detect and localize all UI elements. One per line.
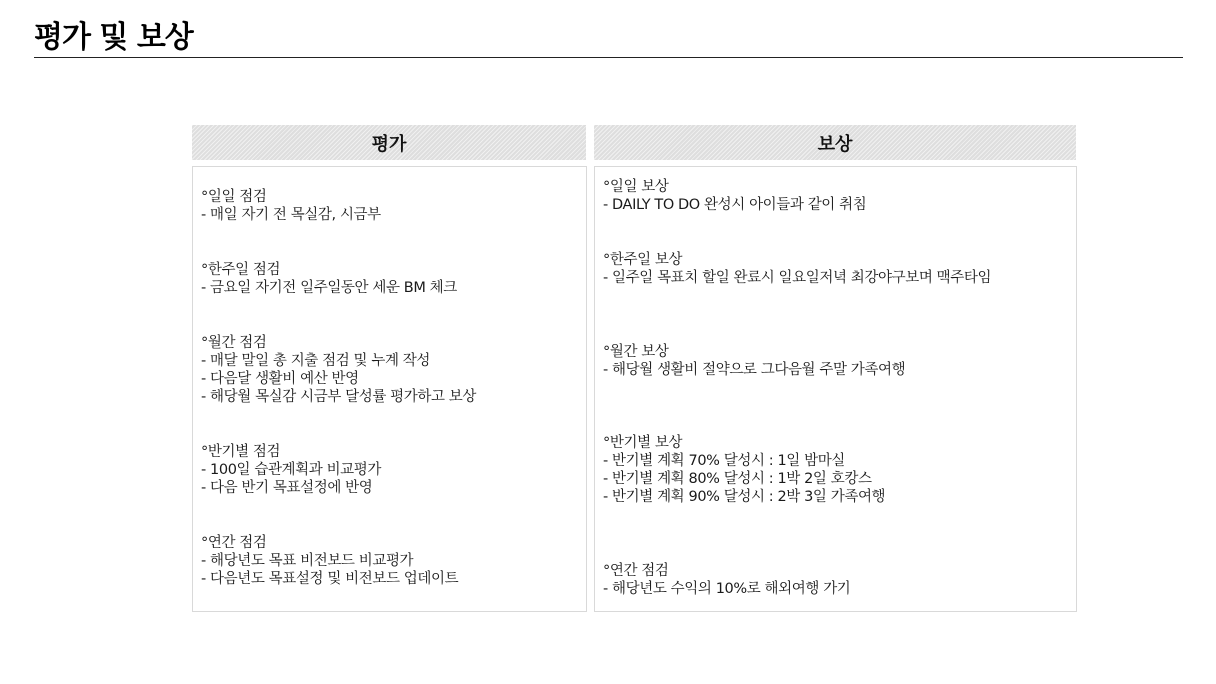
section-item: - 다음년도 목표설정 및 비전보드 업데이트 [201, 571, 459, 587]
reward-annual-section [603, 562, 1072, 598]
section-item: - 다음달 생활비 예산 반영 [201, 371, 359, 387]
section-item: - 반기별 계획 70% 달성시 : 1일 밤마실 [603, 453, 845, 469]
evaluation-halfyear-section [201, 443, 582, 497]
section-title: °월간 보상 [603, 344, 669, 360]
evaluation-monthly-section [201, 334, 582, 406]
section-title: °일일 점검 [201, 189, 267, 205]
section-title: °연간 점검 [201, 535, 267, 551]
section-item: - 해당월 생활비 절약으로 그다음월 주말 가족여행 [603, 362, 906, 378]
section-item: - 해당월 목실감 시금부 달성률 평가하고 보상 [201, 389, 477, 405]
section-title: °월간 점검 [201, 335, 267, 351]
section-item: - 매달 말일 총 지출 점검 및 누계 작성 [201, 353, 431, 369]
reward-daily-section [603, 178, 1072, 214]
section-item: - 일주일 목표치 할일 완료시 일요일저녁 최강야구보며 맥주타임 [603, 270, 992, 286]
section-item: - 해당년도 목표 비전보드 비교평가 [201, 553, 414, 569]
title-divider [34, 57, 1183, 58]
section-item: - 매일 자기 전 목실감, 시금부 [201, 207, 381, 223]
section-title: °한주일 점검 [201, 262, 281, 278]
section-item: - 반기별 계획 80% 달성시 : 1박 2일 호캉스 [603, 471, 872, 487]
reward-halfyear-section [603, 434, 1072, 506]
reward-panel [594, 166, 1077, 612]
reward-header: 보상 [594, 125, 1076, 160]
section-item: - 금요일 자기전 일주일동안 세운 BM 체크 [201, 280, 457, 296]
evaluation-header: 평가 [192, 125, 586, 160]
reward-weekly-section [603, 251, 1072, 287]
reward-monthly-section [603, 343, 1072, 379]
evaluation-weekly-section [201, 261, 582, 297]
evaluation-panel [192, 166, 587, 612]
page-title: 평가 및 보상 [34, 20, 193, 55]
evaluation-daily-section [201, 188, 582, 224]
section-title: °연간 점검 [603, 563, 669, 579]
evaluation-annual-section [201, 534, 582, 588]
section-title: °한주일 보상 [603, 252, 683, 268]
section-title: °반기별 점검 [201, 444, 281, 460]
section-item: - DAILY TO DO 완성시 아이들과 같이 취침 [603, 197, 867, 213]
section-item: - 반기별 계획 90% 달성시 : 2박 3일 가족여행 [603, 489, 886, 505]
section-item: - 다음 반기 목표설정에 반영 [201, 480, 373, 496]
section-item: - 100일 습관계획과 비교평가 [201, 462, 382, 478]
section-item: - 해당년도 수익의 10%로 해외여행 가기 [603, 581, 851, 597]
section-title: °일일 보상 [603, 179, 669, 195]
section-title: °반기별 보상 [603, 435, 683, 451]
